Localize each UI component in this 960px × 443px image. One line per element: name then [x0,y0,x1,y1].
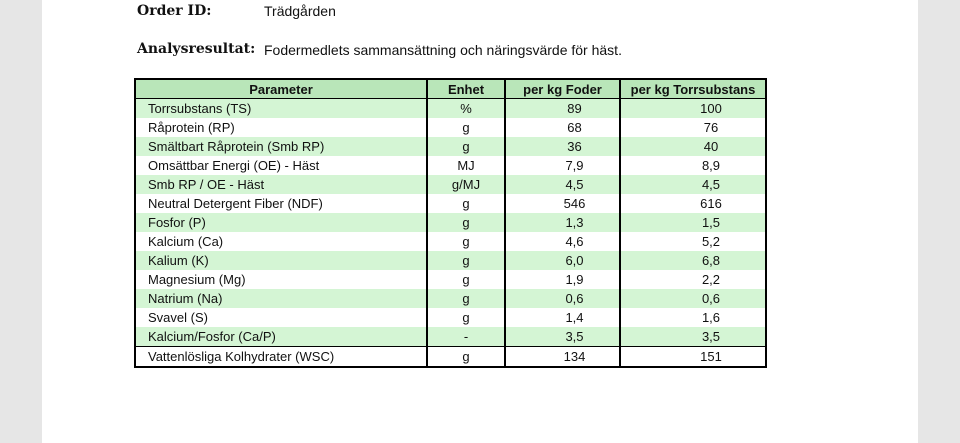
per-kg-dry-matter-cell-text: 6,8 [701,253,721,268]
per-kg-dry-matter-cell-text: 2,2 [701,272,721,287]
parameter-cell: Vattenlösliga Kolhydrater (WSC) [135,347,427,368]
parameter-cell: Magnesium (Mg) [135,270,427,289]
per-kg-feed-cell-text: 89 [567,101,582,116]
analysis-value: Fodermedlets sammansättning och näringsvärde för häst. [264,42,622,58]
per-kg-dry-matter-cell [620,251,766,270]
unit-cell: % [427,99,505,119]
per-kg-dry-matter-cell [620,156,766,175]
table-row [135,327,766,347]
analysis-label: Analysresultat: [137,41,256,57]
parameter-cell: Smältbart Råprotein (Smb RP) [135,137,427,156]
parameter-cell: Omsättbar Energi (OE) - Häst [135,156,427,175]
per-kg-feed-cell [505,99,620,119]
header-per-kg-dry-matter: per kg Torrsubstans [620,79,766,99]
parameter-cell: Kalcium (Ca) [135,232,427,251]
table-row [135,232,766,251]
per-kg-dry-matter-cell-text: 1,5 [701,215,721,230]
per-kg-feed-cell [505,175,620,194]
per-kg-feed-cell-text: 4,6 [565,234,584,249]
unit-cell: - [427,327,505,347]
table-row [135,347,766,368]
unit-cell: g [427,347,505,368]
per-kg-dry-matter-cell [620,137,766,156]
per-kg-feed-cell [505,137,620,156]
per-kg-feed-cell [505,270,620,289]
unit-cell: g [427,270,505,289]
parameter-cell: Kalium (K) [135,251,427,270]
unit-cell: MJ [427,156,505,175]
parameter-cell: Torrsubstans (TS) [135,99,427,119]
per-kg-feed-cell-text: 6,0 [565,253,584,268]
table-row [135,308,766,327]
parameter-cell: Svavel (S) [135,308,427,327]
per-kg-dry-matter-cell [620,175,766,194]
unit-cell: g [427,194,505,213]
table-row [135,156,766,175]
table-row [135,175,766,194]
per-kg-dry-matter-cell-text: 8,9 [701,158,721,173]
per-kg-feed-cell [505,232,620,251]
per-kg-feed-cell-text: 36 [567,139,582,154]
unit-cell: g [427,232,505,251]
per-kg-dry-matter-cell [620,232,766,251]
table-row [135,194,766,213]
parameter-cell: Natrium (Na) [135,289,427,308]
header-unit: Enhet [427,79,505,99]
table-row [135,289,766,308]
table-row [135,99,766,119]
per-kg-feed-cell [505,251,620,270]
header-per-kg-feed: per kg Foder [505,79,620,99]
table-row [135,137,766,156]
unit-cell: g [427,118,505,137]
per-kg-feed-cell [505,289,620,308]
per-kg-feed-cell-text: 546 [563,196,586,211]
unit-cell: g/MJ [427,175,505,194]
per-kg-dry-matter-cell [620,347,766,368]
per-kg-dry-matter-cell-text: 616 [700,196,722,211]
table-row [135,251,766,270]
per-kg-dry-matter-cell [620,213,766,232]
per-kg-dry-matter-cell [620,99,766,119]
per-kg-dry-matter-cell-text: 1,6 [701,310,721,325]
unit-cell: g [427,137,505,156]
per-kg-dry-matter-cell [620,308,766,327]
unit-cell: g [427,251,505,270]
per-kg-feed-cell-text: 4,5 [565,177,584,192]
table-row [135,270,766,289]
per-kg-dry-matter-cell-text: 0,6 [701,291,721,306]
per-kg-dry-matter-cell [620,194,766,213]
header-parameter: Parameter [135,79,427,99]
per-kg-dry-matter-cell [620,289,766,308]
table-body [135,99,766,368]
analysis-table [134,78,767,368]
per-kg-feed-cell [505,213,620,232]
per-kg-feed-cell-text: 68 [567,120,582,135]
order-id-value: Trädgården [264,3,336,19]
per-kg-feed-cell [505,156,620,175]
per-kg-dry-matter-cell [620,327,766,347]
per-kg-dry-matter-cell-text: 151 [700,349,722,364]
per-kg-feed-cell [505,118,620,137]
per-kg-feed-cell [505,308,620,327]
per-kg-feed-cell-text: 1,9 [565,272,584,287]
unit-cell: g [427,213,505,232]
per-kg-feed-cell [505,347,620,368]
per-kg-dry-matter-cell-text: 3,5 [701,329,721,344]
per-kg-feed-cell-text: 7,9 [565,158,584,173]
parameter-cell: Smb RP / OE - Häst [135,175,427,194]
order-id-label: Order ID: [137,3,212,19]
per-kg-feed-cell-text: 0,6 [565,291,584,306]
per-kg-feed-cell-text: 134 [563,349,586,364]
per-kg-dry-matter-cell-text: 4,5 [701,177,721,192]
table-header-row [135,79,766,99]
table-row [135,213,766,232]
per-kg-feed-cell-text: 3,5 [565,329,584,344]
parameter-cell: Neutral Detergent Fiber (NDF) [135,194,427,213]
per-kg-dry-matter-cell [620,118,766,137]
unit-cell: g [427,289,505,308]
parameter-cell: Fosfor (P) [135,213,427,232]
document-page [42,0,918,443]
per-kg-feed-cell-text: 1,4 [565,310,584,325]
per-kg-dry-matter-cell-text: 100 [700,101,722,116]
per-kg-dry-matter-cell [620,270,766,289]
per-kg-feed-cell [505,194,620,213]
per-kg-feed-cell-text: 1,3 [565,215,584,230]
per-kg-dry-matter-cell-text: 40 [703,139,719,154]
parameter-cell: Kalcium/Fosfor (Ca/P) [135,327,427,347]
unit-cell: g [427,308,505,327]
per-kg-dry-matter-cell-text: 5,2 [701,234,721,249]
parameter-cell: Råprotein (RP) [135,118,427,137]
per-kg-dry-matter-cell-text: 76 [703,120,719,135]
table-row [135,118,766,137]
per-kg-feed-cell [505,327,620,347]
